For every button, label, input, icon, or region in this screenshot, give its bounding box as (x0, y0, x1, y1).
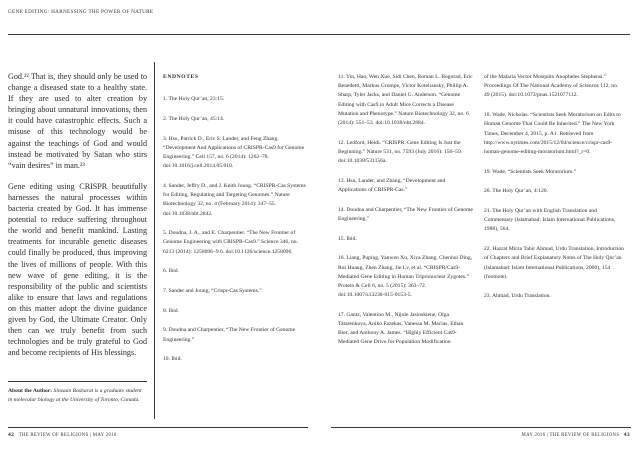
endnotes-heading: ENDNOTES (163, 74, 199, 80)
endnote: 3. Hsu, Patrick D., Eric S. Lander, and Feng Zhang. “Development And Applications of CRISPR-Cas9 for Genome Engineering.” Cell 157, no. 6 (2014): 1262–78. doi:10.1016/j.cell.2014.05.010. (163, 135, 305, 170)
footer-right (522, 432, 630, 439)
footer-left-text: THE REVIEW OF RELIGIONS | MAY 2016 (18, 433, 117, 438)
page-number-left: 42 (8, 432, 15, 438)
endnote: of the Malaria Vector Mosquito Anopheles Stephensi.” Proceedings Of The National Academy of Sciences 112, no. 49 (2015). doi:10.1073/pnas.1521077112. (484, 74, 619, 99)
body-paragraph: Gene editing using CRISPR beautifully harnesses the natural processes within bacteria created by God. It has immense potential to reduce suffering throughout the world and benefit mankind. Lasting treatments for incurable genetic diseases could finally be produced, thus improving the lives of millions of people. With this new wave of gene editing, it is the responsibility of the public and scientists alike to ensure that laws and regulations on this matter adopt the divine guidance given by God, the Ultimate Creator. Only then can we truly benefit from such technologies and be truly grateful to God and become recipients of His blessings. (8, 181, 147, 358)
author-rule (8, 381, 147, 382)
body-paragraph: God.²² That is, they should only be used to change a diseased state to a healthy state. If they are used to alter creation by bringing about unnatural innovations, then it could have catastrophic effects. Such a misuse of this technology would be against the teachings of God and would instead be motivated by Satan who stirs “vain desires” in man.²³ (8, 72, 147, 170)
endnote: 13. Hsu, Lander, and Zhang, “Development and Applications of CRISPR-Cas.” (338, 177, 446, 194)
endnote: 15. Ibid. (338, 235, 357, 242)
endnote: 19. Wade, “Scientists Seek Moratorium.” (484, 168, 577, 175)
endnote: 16. Liang, Puping, Yanwen Xu, Xiya Zhang, Chenhui Ding, Rui Huang, Zhen Zhang, Jie Lv, et al. “CRISPR/Cas9-Mediated Gene Editing in Human Tripronuclear Zygotes.” Protein & Cell 6, no. 5 (2015): 363–72. doi:10.1007/s13238-015-0153-5. (338, 255, 473, 299)
endnote: 17. Gantz, Valentino M., Nijole Jasinskiene, Olga Tatarenkova, Aniko Fazekas, Vanessa M. Macias, Ethan Bier, and Anthony A. James. “Highly Efficient Cas9-Mediated Gene Drive for Population Modification (338, 311, 464, 346)
endnote: 21. The Holy Qur’an with English Translation and Commentary (Islamabad: Islam International Publications, 1988), 564. (484, 208, 616, 233)
endnote: 8. Ibid. (163, 307, 180, 314)
footer-left (8, 432, 117, 439)
article-body (8, 71, 147, 368)
footer-rule-right (331, 427, 631, 428)
endnote: 18. Wade, Nicholas. “Scientists Seek Moratorium on Edits to Human Genome That Could Be Inherited.” The New York Times, December 4, 2015, p. A1. Retrieved from http://www.nytimes.com/2015/12/04/science/crispr-cas9-human-genome-editing-moratorium.html?_r=0. (484, 112, 621, 155)
endnote: 7. Sander and Joung, “Crispr-Cas Systems.” (163, 288, 262, 295)
endnote: 14. Doudna and Charpentier, “The New Frontier of Genome Engineering.” (338, 206, 473, 222)
endnote: 20. The Holy Qur’an, 4:120. (484, 188, 548, 195)
page-number-right: 43 (623, 432, 630, 438)
endnote: 2. The Holy Qur’an, 45:14. (163, 115, 225, 122)
footer-right-text: MAY 2016 | THE REVIEW OF RELIGIONS (521, 433, 620, 438)
endnote: 10. Ibid. (163, 356, 182, 363)
endnotes-column-2 (338, 73, 473, 358)
author-text: Sinzaan Basharat is a graduate student in molecular biology at the University of Toronto, Canada. (8, 388, 142, 404)
endnote: 4. Sander, Jeffry D., and J. Keith Joung. “CRISPR-Cas Systems for Editing, Regulating and Targeting Genomes.” Nature Biotechnology 32, no. 4 (February 2014): 347–55. doi:10.1038/nbt.2842. (163, 182, 306, 217)
endnote: 12. Ledford, Heidi. “CRISPR: Gene Editing Is Just the Beginning.” Nature 531, no. 7593 (July 2016): 156–59. doi:10.1038/531156a. (338, 139, 463, 165)
endnote: 11. Yin, Hao, Wen Xue, Sidi Chen, Roman L. Bogorad, Eric Benedetti, Markus Grompe, Victor Koteliansky, Phillip A. Sharp, Tyler Jacks, and Daniel G. Anderson. “Genome Editing with Cas9 in Adult Mice Corrects a Disease Mutation and Phenotype.” Nature Biotechnology 32, no. 6 (2014): 551–53. doi:10.1038/nbt.2884. (338, 74, 473, 127)
endnote: 22. Hazrat Mirza Tahir Ahmad, Urdu Translation, Introduction of Chapters and Brief Explanatory Notes of The Holy Qur’an (Islamabad: Islam International Publications, 2000), 154 (footnote). (484, 246, 624, 280)
footer-rule-left (8, 427, 308, 428)
endnote: 9. Doudna and Charpentier, “The New Frontier of Genome Engineering.” (163, 327, 296, 343)
endnotes-column-3 (484, 73, 624, 312)
header-rule (8, 34, 630, 35)
endnotes-column-1 (163, 73, 310, 375)
running-head: GENE EDITING: HARNESSING THE POWER OF NATURE (8, 9, 154, 15)
endnote: 1. The Holy Qur’an, 23:15. (163, 96, 225, 103)
about-the-author (8, 387, 147, 406)
author-label: About the Author: (8, 388, 53, 394)
endnote: 23. Ahmad, Urdu Translation. (484, 293, 551, 300)
endnote: 6. Ibid. (163, 268, 180, 275)
column-divider (154, 62, 155, 419)
endnote: 5. Doudna, J. A., and E. Charpentier. “The New Frontier of Genome Engineering with CRISPR-Cas9.” Science 346, no. 6213 (2014): 1258096–9 6. doi:10.1126/science.1258096. (163, 230, 299, 255)
